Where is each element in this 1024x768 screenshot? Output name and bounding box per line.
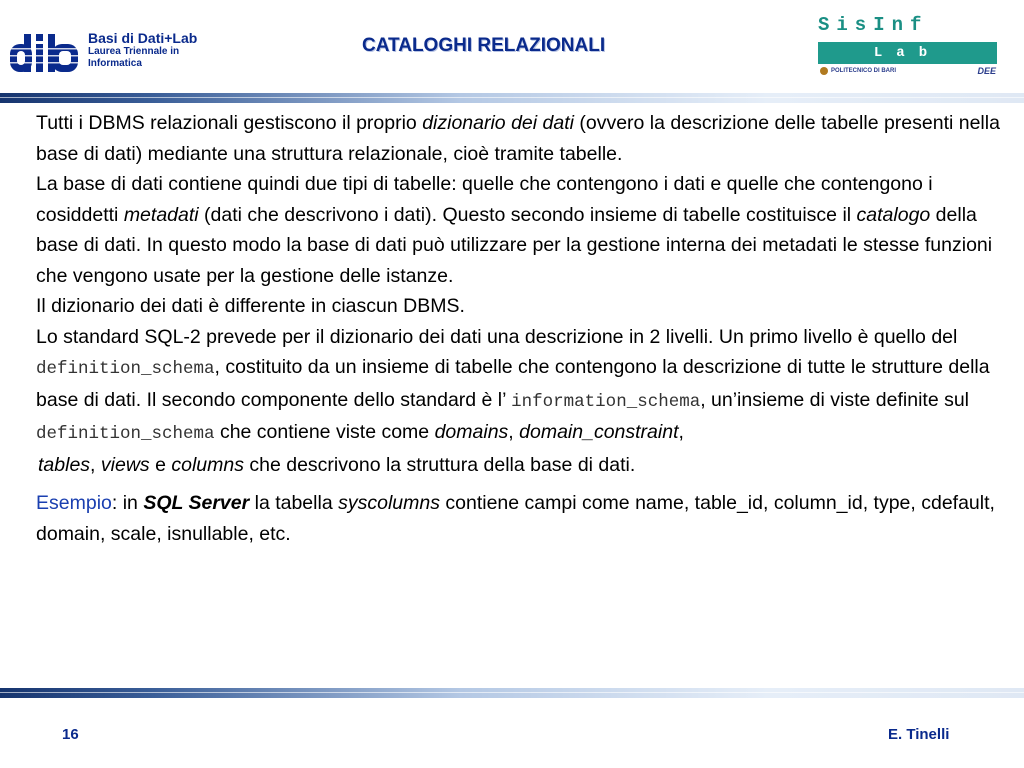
lab-wordmark: Lab xyxy=(818,42,997,64)
course-subtitle-2: Informatica xyxy=(88,58,142,69)
footer-divider xyxy=(0,688,1024,698)
course-title: Basi di Dati+Lab xyxy=(88,30,198,46)
emphasis-table: syscolumns xyxy=(338,492,440,514)
dib-logo-mark xyxy=(8,28,84,78)
paragraph-dictionary: Tutti i DBMS relazionali gestiscono il proprio dizionario dei dati (ovvero la descrizione delle tabelle presenti nella base di dati) mediante una struttura relazionale, cioè tramite tabelle. xyxy=(36,112,1000,165)
paragraph-example: Esempio: in SQL Server la tabella syscolumns contiene campi come name, table_id, column_id, type, cdefault, domain, scale, isnullable, etc. xyxy=(36,492,995,545)
gear-icon xyxy=(820,67,828,75)
dee-caption: DEE xyxy=(977,66,996,76)
emphasis-term: catalogo xyxy=(856,203,931,226)
emphasis-product: SQL Server xyxy=(143,492,250,514)
example-label: Esempio xyxy=(36,492,112,514)
page-number: 16 xyxy=(62,726,79,743)
code-term: information_schema xyxy=(511,391,701,412)
paragraph-sql2: Lo standard SQL-2 prevede per il dizionario dei dati una descrizione in 2 livelli. Un primo livello è quello del definition_schema, costituito da un insieme di tabelle che contengono la descrizione di tutte le strutture della base di dati. Il secondo componente dello standard è l’ information_schema, un’insieme di viste definite sul definition_schema che contiene viste come domains, domain_constraint, tables, views e columns che descrivono la struttura della base di dati. xyxy=(36,325,990,476)
code-term: definition_schema xyxy=(36,359,215,379)
emphasis-term: metadati xyxy=(123,203,199,226)
slide-body xyxy=(36,108,1016,549)
author-name: E. Tinelli xyxy=(888,726,950,743)
politecnico-caption: POLITECNICO DI BARI xyxy=(831,68,897,74)
paragraph-metadata: La base di dati contiene quindi due tipi di tabelle: quelle che contengono i dati e quelle che contengono i cosiddetti metadati (dati che descrivono i dati). Questo secondo insieme di tabelle costituisce il catalogo della base di dati. In questo modo la base di dati può utilizzare per la gestione interna dei metadati le stesse funzioni che vengono usate per la gestione delle istanze. xyxy=(36,173,993,287)
code-term: definition_schema xyxy=(36,424,215,444)
slide-title: CATALOGHI RELAZIONALI xyxy=(362,35,606,56)
paragraph-dbms: Il dizionario dei dati è differente in ciascun DBMS. xyxy=(36,295,465,317)
header-divider xyxy=(0,93,1024,103)
emphasis-term: dizionario dei dati xyxy=(422,112,574,134)
course-logo xyxy=(8,24,258,84)
sisinf-wordmark: SisInf xyxy=(818,14,929,36)
course-subtitle-1: Laurea Triennale in xyxy=(88,46,180,57)
sisinf-lab-logo xyxy=(818,14,998,86)
